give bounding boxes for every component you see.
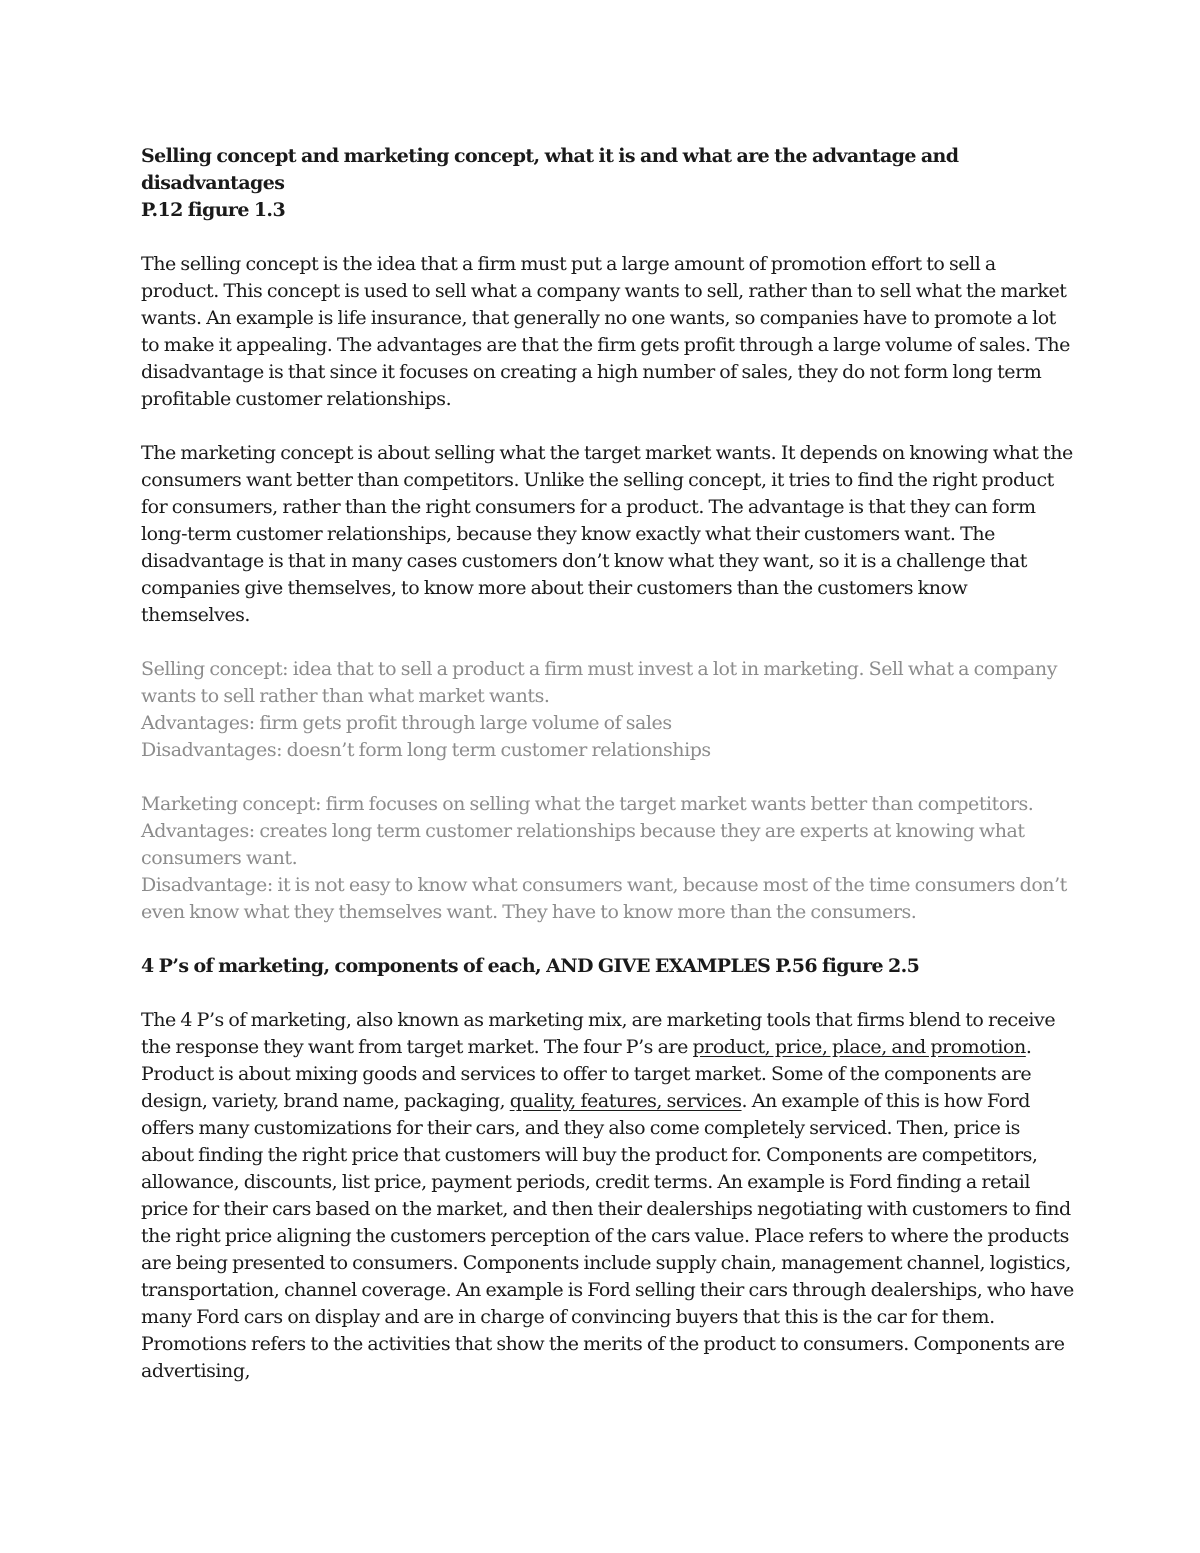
spacer bbox=[141, 413, 1076, 440]
four-ps-text-2: . Product is about mixing goods and services to offer to target market. Some of the components are design, variety, brand name, packaging, bbox=[141, 1036, 1032, 1112]
four-ps-text-1: The 4 P’s of marketing, also known as marketing mix, are marketing tools that firms blend to receive the response they want from target market. The four P’s are bbox=[141, 1009, 1056, 1058]
marketing-summary bbox=[141, 791, 1076, 926]
four-ps-text-3: . An example of this is how Ford offers many customizations for their cars, and they also come completely serviced. Then, price is about finding the right price that customers will buy the product for. Components are competitors, allowance, discounts, list price, payment periods, credit terms. An example is Ford finding a retail price for their cars based on the market, and then their dealerships negotiating with customers to find the right price aligning the customers perception of the cars value. Place refers to where the products are being presented to consumers. Components include supply chain, management channel, logistics, transportation, channel coverage. An example is Ford selling their cars through dealerships, who have many Ford cars on display and are in charge of convincing buyers that this is the car for them. Promotions refers to the activities that show the merits of the product to consumers. Components are advertising, bbox=[141, 1090, 1074, 1382]
document-page bbox=[141, 143, 1076, 1385]
spacer bbox=[141, 980, 1076, 1007]
section1-title-line1: Selling concept and marketing concept, what it is and what are the advantage and bbox=[141, 145, 959, 167]
four-ps-underline-2: quality, features, services bbox=[509, 1090, 742, 1112]
marketing-summary-disadvantage: Disadvantage: it is not easy to know what consumers want, because most of the time consumers don’t even know what they themselves want. They have to know more than the consumers. bbox=[141, 874, 1067, 923]
four-ps-underline-1: product, price, place, and promotion bbox=[692, 1036, 1026, 1058]
selling-summary-concept: Selling concept: idea that to sell a product a firm must invest a lot in marketing. Sell what a company wants to sell rather than what market wants. bbox=[141, 658, 1057, 707]
spacer bbox=[141, 764, 1076, 791]
section1-subtitle: P.12 figure 1.3 bbox=[141, 199, 286, 221]
marketing-summary-advantages: Advantages: creates long term customer relationships because they are experts at knowing what consumers want. bbox=[141, 820, 1025, 869]
spacer bbox=[141, 926, 1076, 953]
spacer bbox=[141, 224, 1076, 251]
marketing-summary-concept: Marketing concept: firm focuses on selling what the target market wants better than competitors. bbox=[141, 793, 1034, 815]
section2-title: 4 P’s of marketing, components of each, AND GIVE EXAMPLES P.56 figure 2.5 bbox=[141, 955, 920, 977]
spacer bbox=[141, 629, 1076, 656]
selling-summary-disadvantages: Disadvantages: doesn’t form long term customer relationships bbox=[141, 739, 711, 761]
selling-concept-paragraph: The selling concept is the idea that a firm must put a large amount of promotion effort to sell a product. This concept is used to sell what a company wants to sell, rather than to sell what the market wants. An example is life insurance, that generally no one wants, so companies have to promote a lot to make it appealing. The advantages are that the firm gets profit through a large volume of sales. The disadvantage is that since it focuses on creating a high number of sales, they do not form long term profitable customer relationships. bbox=[141, 253, 1070, 410]
marketing-concept-paragraph: The marketing concept is about selling what the target market wants. It depends on knowing what the consumers want better than competitors. Unlike the selling concept, it tries to find the right product for consumers, rather than the right consumers for a product. The advantage is that they can form long-term customer relationships, because they know exactly what their customers want. The disadvantage is that in many cases customers don’t know what they want, so it is a challenge that companies give themselves, to know more about their customers than the customers know themselves. bbox=[141, 442, 1073, 626]
selling-summary bbox=[141, 656, 1076, 764]
selling-summary-advantages: Advantages: firm gets profit through large volume of sales bbox=[141, 712, 672, 734]
section1-title-line2: disadvantages bbox=[141, 172, 285, 194]
four-ps-paragraph bbox=[141, 1007, 1076, 1385]
section1-title bbox=[141, 143, 1076, 197]
